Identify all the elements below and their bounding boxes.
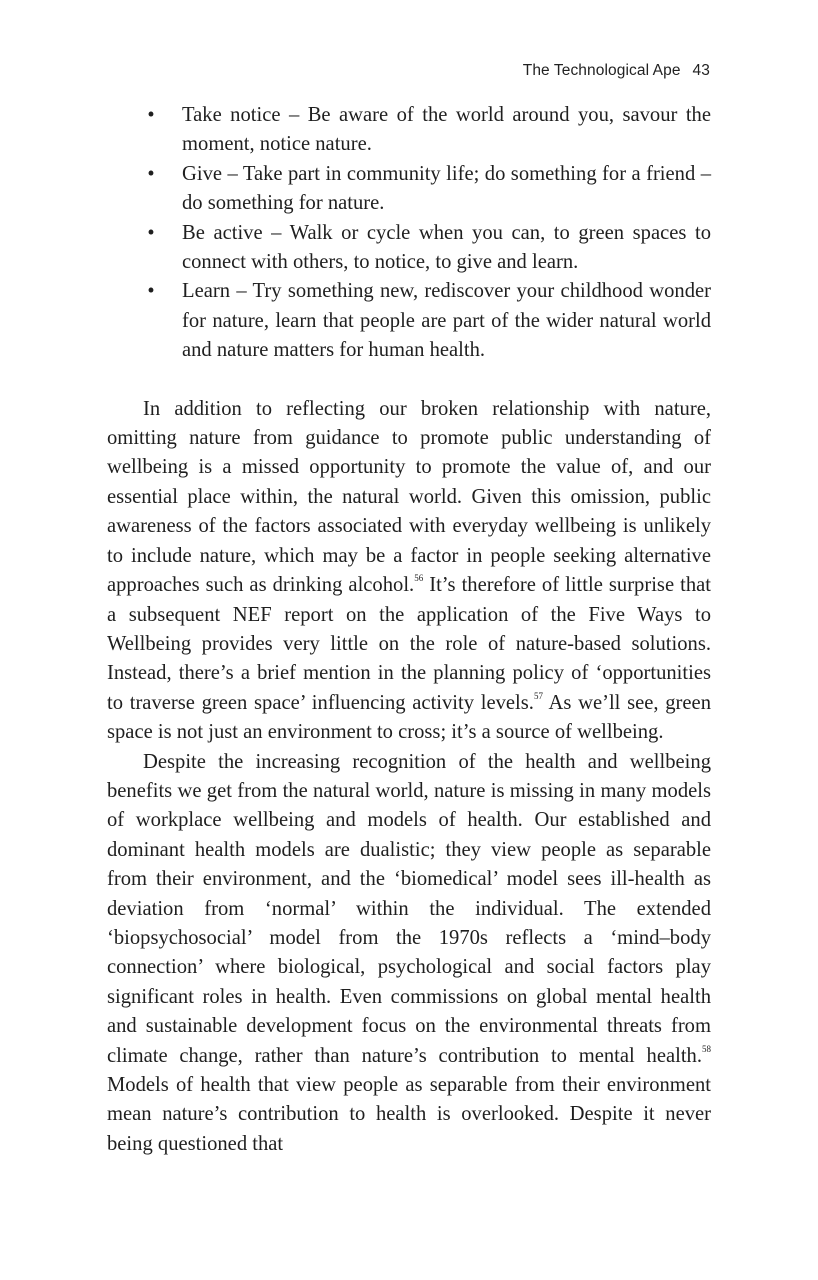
paragraph-text: Models of health that view people as separable from their environment mean nature’s contribution to health is overlooked. Despite it never being questioned that <box>107 1074 711 1155</box>
bullet-item-learn <box>107 277 711 365</box>
body-paragraph-1 <box>107 395 711 748</box>
bullet-dot-icon: • <box>147 162 155 185</box>
paragraph-text: As we’ll see, green space is not just an environment to cross; it’s a source of wellbeing. <box>107 691 711 744</box>
bullet-item-be-active <box>107 219 711 278</box>
footnote-marker: 58 <box>702 1043 711 1054</box>
bullet-text: Be active – Walk or cycle when you can, to green spaces to connect with others, to notice, to give and learn. <box>182 221 711 274</box>
paragraph-text: Despite the increasing recognition of the health and wellbeing benefits we get from the natural world, nature is missing in many models of workplace wellbeing and models of health. Our established and dominant health models are dualistic; they view people as separable from their environment, and the ‘biomedical’ model sees ill-health as deviation from ‘normal’ within the individual. The extended ‘biopsychosocial’ model from the 1970s reflects a ‘mind–body connection’ where biological, psychological and social factors play significant roles in health. Even commissions on global mental health and sustainable development focus on the environmental threats from climate change, rather than nature’s contribution to mental health. <box>107 750 711 1067</box>
bullet-dot-icon: • <box>147 280 155 303</box>
body-paragraph-2 <box>107 748 711 1160</box>
bullet-text: Take notice – Be aware of the world around you, savour the moment, notice nature. <box>182 104 711 156</box>
page-number: 43 <box>692 62 710 79</box>
running-head <box>523 62 710 80</box>
footnote-marker: 57 <box>533 690 543 701</box>
footnote-marker: 56 <box>414 573 424 584</box>
bullet-text: Learn – Try something new, rediscover your childhood wonder for nature, learn that people are part of the wider natural world and nature matters for human health. <box>182 280 711 362</box>
paragraph-text: In addition to reflecting our broken relationship with nature, omitting nature from guidance to promote public understanding of wellbeing is a missed opportunity to promote the value of, and our essential place within, the natural world. Given this omission, public awareness of the factors associated with everyday wellbeing is unlikely to include nature, which may be a factor in people seeking alternative approaches such as drinking alcohol. <box>107 397 711 597</box>
paragraph-text: It’s therefore of little surprise that a subsequent NEF report on the application of the Five Ways to Wellbeing provides very little on the role of nature-based solutions. Instead, there’s a brief mention in the planning policy of ‘opportunities to traverse green space’ influencing activity levels. <box>107 574 711 714</box>
running-title: The Technological Ape <box>522 62 681 79</box>
bullet-dot-icon: • <box>147 221 155 244</box>
bullet-item-take-notice <box>107 101 711 160</box>
bullet-dot-icon: • <box>147 104 155 126</box>
page-body <box>107 101 711 1159</box>
bullet-item-give <box>107 160 711 219</box>
bullet-list <box>107 101 711 366</box>
bullet-text: Give – Take part in community life; do something for a friend – do something for nature. <box>182 162 711 215</box>
